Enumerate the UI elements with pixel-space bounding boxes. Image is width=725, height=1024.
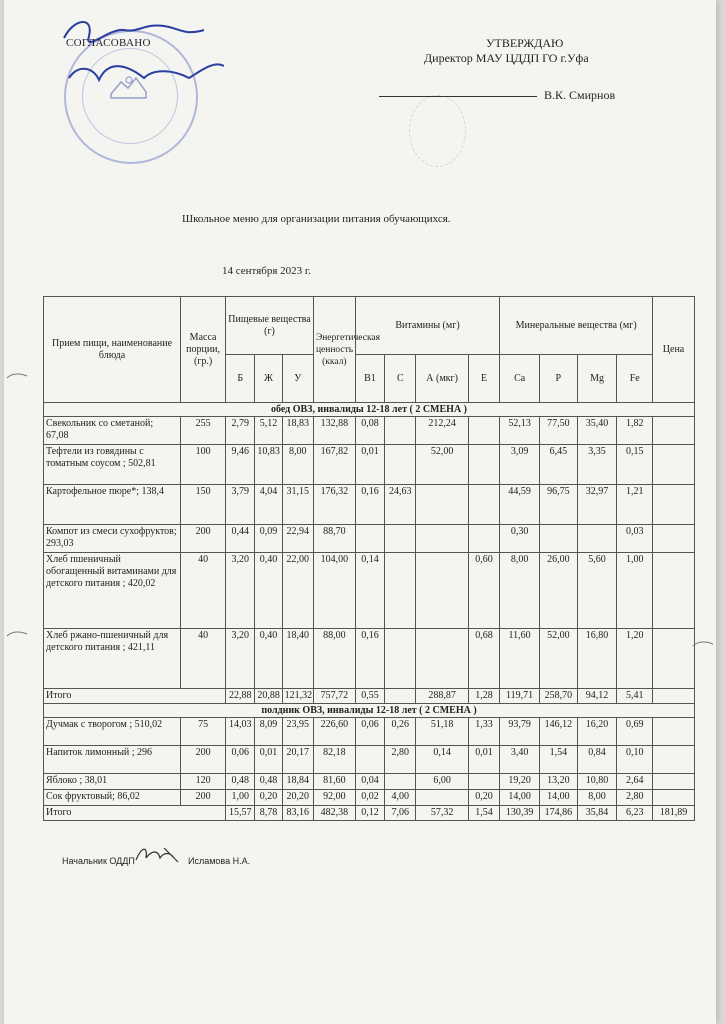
value-cell: 24,63 [385,485,416,525]
total-row [44,689,695,704]
page-mark-icon [6,630,28,638]
value-cell: 3,20 [226,629,255,689]
value-cell: 14,00 [540,790,578,806]
value-cell [653,774,695,790]
menu-table [43,296,695,821]
value-cell: 8,09 [255,718,282,746]
value-cell: 3,79 [226,485,255,525]
value-cell: 0,69 [617,718,653,746]
value-cell [385,629,416,689]
value-cell: 5,12 [255,417,282,445]
total-value-cell: 174,86 [540,806,578,821]
value-cell: 4,00 [385,790,416,806]
subheader-cell: У [282,355,313,403]
value-cell [355,746,384,774]
subheader-cell: Е [468,355,499,403]
value-cell: 167,82 [313,445,355,485]
value-cell [653,718,695,746]
header-mass: Масса порции, (гр.) [181,297,226,403]
value-cell: 0,40 [255,629,282,689]
value-cell: 200 [181,525,226,553]
table-row [44,485,695,525]
value-cell: 31,15 [282,485,313,525]
dish-name-cell: Тефтели из говядины с томатным соусом ; 502,81 [44,445,181,485]
value-cell: 18,83 [282,417,313,445]
value-cell: 8,00 [282,445,313,485]
value-cell: 104,00 [313,553,355,629]
value-cell [577,525,617,553]
value-cell [385,525,416,553]
value-cell: 19,20 [500,774,540,790]
value-cell: 0,48 [255,774,282,790]
section-title: полдник ОВЗ, инвалиды 12-18 лет ( 2 СМЕНА ) [44,704,695,718]
value-cell [416,790,468,806]
dish-name-cell: Хлеб ржано-пшеничный для детского питания ; 421,11 [44,629,181,689]
total-value-cell: 1,54 [468,806,499,821]
value-cell: 0,30 [500,525,540,553]
director-name: В.К. Смирнов [544,88,616,102]
value-cell: 9,46 [226,445,255,485]
value-cell: 0,20 [468,790,499,806]
value-cell: 8,00 [500,553,540,629]
total-value-cell: 0,12 [355,806,384,821]
header-meal: Прием пищи, наименование блюда [44,297,181,403]
section-title: обед ОВЗ, инвалиды 12-18 лет ( 2 СМЕНА ) [44,403,695,417]
dish-name-cell: Напиток лимонный ; 296 [44,746,181,774]
value-cell: 88,70 [313,525,355,553]
value-cell [416,485,468,525]
total-value-cell: 35,84 [577,806,617,821]
value-cell [653,629,695,689]
total-label: Итого [44,806,226,821]
value-cell: 93,79 [500,718,540,746]
value-cell: 255 [181,417,226,445]
value-cell: 0,20 [255,790,282,806]
value-cell: 8,00 [577,790,617,806]
value-cell: 82,18 [313,746,355,774]
subheader-cell: P [540,355,578,403]
value-cell [540,525,578,553]
value-cell: 14,03 [226,718,255,746]
total-value-cell: 22,88 [226,689,255,704]
value-cell: 0,40 [255,553,282,629]
value-cell: 1,20 [617,629,653,689]
subheader-cell: Ж [255,355,282,403]
value-cell: 18,84 [282,774,313,790]
subheader-cell: Б [226,355,255,403]
value-cell: 0,14 [355,553,384,629]
total-value-cell: 0,55 [355,689,384,704]
table-row [44,790,695,806]
value-cell: 0,03 [617,525,653,553]
subheader-cell: Ca [500,355,540,403]
value-cell: 0,16 [355,485,384,525]
value-cell: 2,64 [617,774,653,790]
value-cell: 4,04 [255,485,282,525]
value-cell [653,553,695,629]
value-cell: 75 [181,718,226,746]
total-value-cell: 83,16 [282,806,313,821]
value-cell: 16,80 [577,629,617,689]
value-cell: 10,83 [255,445,282,485]
page-mark-icon [692,640,714,648]
value-cell: 0,68 [468,629,499,689]
total-value-cell: 8,78 [255,806,282,821]
header-energy: Энергетическая ценность (ккал) [313,297,355,403]
table-row [44,629,695,689]
value-cell: 77,50 [540,417,578,445]
total-value-cell: 1,28 [468,689,499,704]
total-label: Итого [44,689,226,704]
total-value-cell: 94,12 [577,689,617,704]
table-row [44,525,695,553]
header-nutrients: Пищевые вещества (г) [226,297,314,355]
value-cell: 40 [181,629,226,689]
value-cell [468,485,499,525]
table-row [44,718,695,746]
value-cell: 2,80 [617,790,653,806]
total-value-cell: 5,41 [617,689,653,704]
value-cell: 52,13 [500,417,540,445]
table-row [44,746,695,774]
value-cell: 1,33 [468,718,499,746]
value-cell: 20,20 [282,790,313,806]
value-cell [416,553,468,629]
value-cell [355,525,384,553]
value-cell: 226,60 [313,718,355,746]
subheader-cell: Mg [577,355,617,403]
header-minerals: Минеральные вещества (мг) [500,297,653,355]
total-value-cell: 288,87 [416,689,468,704]
value-cell: 0,44 [226,525,255,553]
approve-position: Директор МАУ ЦДДП ГО г.Уфа [424,51,589,65]
value-cell: 2,80 [385,746,416,774]
footer-label: Начальник ОДДП [62,856,135,866]
value-cell: 200 [181,790,226,806]
total-value-cell: 15,57 [226,806,255,821]
value-cell: 13,20 [540,774,578,790]
value-cell: 1,00 [617,553,653,629]
value-cell: 0,06 [355,718,384,746]
approved-label: СОГЛАСОВАНО [66,37,151,49]
subheader-cell: В1 [355,355,384,403]
value-cell: 146,12 [540,718,578,746]
total-value-cell [385,689,416,704]
value-cell [653,746,695,774]
value-cell [468,417,499,445]
value-cell: 3,40 [500,746,540,774]
value-cell: 212,24 [416,417,468,445]
value-cell: 92,00 [313,790,355,806]
value-cell: 81,60 [313,774,355,790]
faint-seal [409,95,466,167]
value-cell: 0,48 [226,774,255,790]
value-cell: 1,82 [617,417,653,445]
value-cell: 0,06 [226,746,255,774]
subheader-cell: Fe [617,355,653,403]
value-cell [416,629,468,689]
footer-name: Исламова Н.А. [188,856,251,866]
value-cell: 200 [181,746,226,774]
dish-name-cell: Дучмак с творогом ; 510,02 [44,718,181,746]
value-cell [653,417,695,445]
dish-name-cell: Компот из смеси сухофруктов; 293,03 [44,525,181,553]
value-cell: 0,10 [617,746,653,774]
value-cell: 1,21 [617,485,653,525]
value-cell: 44,59 [500,485,540,525]
total-value-cell: 757,72 [313,689,355,704]
value-cell: 10,80 [577,774,617,790]
value-cell: 100 [181,445,226,485]
table-row [44,417,695,445]
value-cell: 0,09 [255,525,282,553]
value-cell: 26,00 [540,553,578,629]
total-value-cell [653,689,695,704]
value-cell: 150 [181,485,226,525]
value-cell: 20,17 [282,746,313,774]
value-cell: 23,95 [282,718,313,746]
dish-name-cell: Свекольник со сметаной; 67,08 [44,417,181,445]
value-cell: 32,97 [577,485,617,525]
total-value-cell: 20,88 [255,689,282,704]
value-cell: 0,02 [355,790,384,806]
value-cell: 1,00 [226,790,255,806]
value-cell: 0,84 [577,746,617,774]
value-cell: 0,04 [355,774,384,790]
value-cell: 0,08 [355,417,384,445]
value-cell: 6,00 [416,774,468,790]
value-cell: 0,01 [468,746,499,774]
section-header-row [44,403,695,417]
total-value-cell: 7,06 [385,806,416,821]
total-value-cell: 121,32 [282,689,313,704]
value-cell [385,445,416,485]
subheader-cell: С [385,355,416,403]
value-cell: 11,60 [500,629,540,689]
document-page [4,0,716,1024]
total-value-cell: 181,89 [653,806,695,821]
page-mark-icon [6,372,28,380]
value-cell: 3,09 [500,445,540,485]
value-cell: 0,01 [355,445,384,485]
document-title: Школьное меню для организации питания обучающихся. [182,213,451,225]
total-value-cell: 57,32 [416,806,468,821]
header-price: Цена [653,297,695,403]
dish-name-cell: Сок фруктовый; 86,02 [44,790,181,806]
value-cell [468,525,499,553]
subheader-cell: А (мкг) [416,355,468,403]
value-cell: 0,01 [255,746,282,774]
handwritten-signature [54,8,224,98]
value-cell: 40 [181,553,226,629]
dish-name-cell: Хлеб пшеничный обогащенный витаминами для детского питания ; 420,02 [44,553,181,629]
value-cell [385,417,416,445]
total-value-cell: 258,70 [540,689,578,704]
value-cell: 96,75 [540,485,578,525]
value-cell [385,553,416,629]
table-row [44,445,695,485]
value-cell: 52,00 [416,445,468,485]
value-cell: 3,20 [226,553,255,629]
dish-name-cell: Яблоко ; 38,01 [44,774,181,790]
total-value-cell: 119,71 [500,689,540,704]
value-cell: 22,94 [282,525,313,553]
total-value-cell: 482,38 [313,806,355,821]
value-cell: 22,00 [282,553,313,629]
document-date: 14 сентября 2023 г. [222,265,311,277]
value-cell [653,525,695,553]
value-cell [416,525,468,553]
value-cell: 6,45 [540,445,578,485]
signature-line [379,84,537,97]
approve-title: УТВЕРЖДАЮ [486,36,564,50]
value-cell [468,774,499,790]
footer-signature [134,842,184,866]
value-cell: 88,00 [313,629,355,689]
section-header-row [44,704,695,718]
value-cell: 52,00 [540,629,578,689]
table-row [44,774,695,790]
value-cell: 5,60 [577,553,617,629]
value-cell: 0,14 [416,746,468,774]
value-cell [468,445,499,485]
value-cell: 51,18 [416,718,468,746]
value-cell: 16,20 [577,718,617,746]
value-cell [653,445,695,485]
header-vitamins: Витамины (мг) [355,297,499,355]
value-cell: 132,88 [313,417,355,445]
value-cell [385,774,416,790]
value-cell: 3,35 [577,445,617,485]
total-row [44,806,695,821]
table-row [44,553,695,629]
value-cell: 14,00 [500,790,540,806]
value-cell: 176,32 [313,485,355,525]
value-cell: 2,79 [226,417,255,445]
total-value-cell: 6,23 [617,806,653,821]
menu-table-body [44,403,695,821]
dish-name-cell: Картофельное пюре*; 138,4 [44,485,181,525]
value-cell: 120 [181,774,226,790]
value-cell: 0,16 [355,629,384,689]
value-cell: 1,54 [540,746,578,774]
value-cell [653,485,695,525]
value-cell: 0,26 [385,718,416,746]
value-cell: 0,60 [468,553,499,629]
value-cell: 0,15 [617,445,653,485]
value-cell: 35,40 [577,417,617,445]
value-cell [653,790,695,806]
value-cell: 18,40 [282,629,313,689]
total-value-cell: 130,39 [500,806,540,821]
approval-block [424,36,589,66]
